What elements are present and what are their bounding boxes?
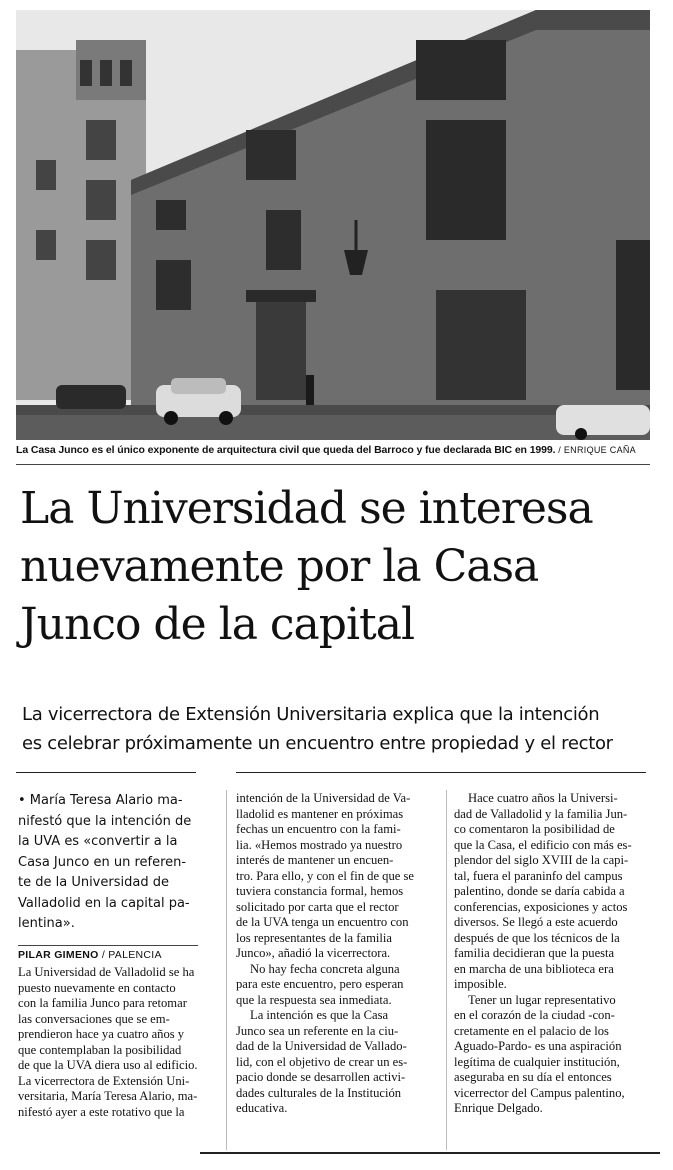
body-line: No hay fecha concreta alguna bbox=[250, 961, 400, 976]
subtitle-line: La vicerrectora de Extensión Universitaria explica que la intención bbox=[22, 704, 600, 725]
body-line: tro. Para ello, y con el fin de que se bbox=[236, 868, 415, 883]
subtitle bbox=[22, 700, 662, 758]
body-line: dad de Valladolid y la familia Jun- bbox=[454, 806, 628, 821]
column-divider-right bbox=[236, 772, 646, 773]
byline-author: PILAR GIMENO bbox=[18, 948, 99, 961]
headline-line: La Universidad se interesa bbox=[20, 483, 593, 534]
lead-paragraph bbox=[18, 791, 218, 935]
lead-line: nifestó que la intención de bbox=[18, 813, 192, 829]
body-line: tal, fuera el paraninfo del campus bbox=[454, 868, 623, 883]
byline bbox=[18, 945, 198, 964]
body-line: interés de mantener un encuen- bbox=[236, 853, 394, 867]
body-line: Junco sea un referente en la ciu- bbox=[236, 1023, 399, 1038]
body-line: co comentaron la posibilidad de bbox=[454, 822, 615, 836]
body-line: solicitado por carta que el rector bbox=[236, 899, 399, 914]
caption-divider bbox=[16, 464, 650, 465]
lead-line: te de la Universidad de bbox=[18, 875, 169, 890]
body-line: que la respuesta sea inmediata. bbox=[236, 992, 392, 1007]
body-line: versitaria, María Teresa Alario, ma- bbox=[18, 1089, 198, 1103]
body-line: aseguraba en su día el entonces bbox=[454, 1070, 612, 1084]
body-line: cretamente en el palacio de los bbox=[454, 1023, 609, 1038]
body-line: pacio donde se desarrollen activi- bbox=[236, 1070, 406, 1084]
body-line: que la Casa, el edificio con más es- bbox=[454, 837, 632, 852]
body-line: La intención es que la Casa bbox=[250, 1008, 389, 1022]
photo-caption bbox=[16, 444, 656, 456]
body-line: puesto nuevamente en contacto bbox=[18, 980, 176, 995]
body-line: Tener un lugar representativo bbox=[468, 992, 616, 1007]
body-line: La Universidad de Valladolid se ha bbox=[18, 965, 195, 979]
article-column-1 bbox=[18, 791, 218, 1120]
body-line: que contemplaban la posibilidad bbox=[18, 1042, 182, 1057]
article-photo bbox=[16, 10, 650, 440]
body-line: lladolid es mantener en próximas bbox=[236, 806, 404, 821]
bottom-rule bbox=[200, 1152, 660, 1154]
lead-line: lentina». bbox=[18, 916, 75, 931]
photo-credit: / ENRIQUE CAÑA bbox=[555, 445, 636, 455]
body-line: dades culturales de la Institución bbox=[236, 1085, 402, 1100]
body-line: en el corazón de la ciudad -con- bbox=[454, 1008, 615, 1022]
body-line: en marcha de una biblioteca era bbox=[454, 961, 614, 976]
column-separator bbox=[446, 790, 447, 1150]
headline-line: Junco de la capital bbox=[20, 599, 415, 650]
body-line: nifestó ayer a este rotativo que la bbox=[18, 1104, 185, 1119]
body-line: con la familia Junco para retomar bbox=[18, 996, 187, 1010]
headline-line: nuevamente por la Casa bbox=[20, 541, 539, 592]
body-line: prendieron hace ya cuatro años y bbox=[18, 1027, 185, 1041]
body-line: dad de la Universidad de Vallado- bbox=[236, 1039, 407, 1053]
body-line: Hace cuatro años la Universi- bbox=[468, 791, 618, 805]
body-line: tuviera constancia formal, hemos bbox=[236, 884, 404, 898]
body-line: conferencias, exposiciones y actos bbox=[454, 899, 628, 914]
subtitle-line: es celebrar próximamente un encuentro entre propiedad y el rector bbox=[22, 733, 613, 754]
body-line: educativa. bbox=[236, 1101, 288, 1115]
headline bbox=[20, 480, 660, 654]
body-line: los representantes de la familia bbox=[236, 930, 392, 945]
body-line: legítima de cualquier institución, bbox=[454, 1054, 620, 1069]
column-divider-left bbox=[16, 772, 196, 773]
body-line: de la UVA tenga un encuentro con bbox=[236, 915, 409, 929]
body-line: imposible. bbox=[454, 977, 507, 991]
body-line: Enrique Delgado. bbox=[454, 1101, 543, 1115]
byline-place: / PALENCIA bbox=[98, 948, 162, 961]
body-line: de que la UVA diera uso al edificio. bbox=[18, 1058, 198, 1072]
building-photo-icon bbox=[16, 10, 650, 440]
column-separator bbox=[226, 790, 227, 1150]
lead-line: la UVA es «convertir a la bbox=[18, 834, 178, 849]
body-line: fechas un encuentro con la fami- bbox=[236, 822, 401, 836]
body-line: después de que los técnicos de la bbox=[454, 930, 620, 945]
body-line: Junco», añadió la vicerrectora. bbox=[236, 946, 391, 960]
article-column-3 bbox=[454, 791, 654, 1117]
body-line: familia decidieran que la puesta bbox=[454, 946, 615, 960]
body-line: para este encuentro, pero esperan bbox=[236, 977, 404, 991]
lead-line: • María Teresa Alario ma- bbox=[18, 793, 183, 808]
body-line: las conversaciones que se em- bbox=[18, 1011, 170, 1026]
article-column-2 bbox=[236, 791, 436, 1117]
caption-text: La Casa Junco es el único exponente de arquitectura civil que queda del Barroco y fue declarada BIC en 1999. bbox=[16, 444, 556, 456]
body-line: lid, con el objetivo de crear un es- bbox=[236, 1054, 408, 1069]
lead-line: Casa Junco en un referen- bbox=[18, 854, 187, 870]
body-line: La vicerrectora de Extensión Uni- bbox=[18, 1073, 190, 1088]
body-line: palentino, donde se daría cabida a bbox=[454, 884, 625, 898]
body-line: diversos. Se llegó a este acuerdo bbox=[454, 915, 618, 929]
body-line: intención de la Universidad de Va- bbox=[236, 791, 411, 805]
body-line: lia. «Hemos mostrado ya nuestro bbox=[236, 837, 403, 852]
body-line: plendor del siglo XVIII de la capi- bbox=[454, 853, 629, 867]
lead-line: Valladolid en la capital pa- bbox=[18, 895, 190, 911]
body-line: vicerrector del Campus palentino, bbox=[454, 1085, 625, 1100]
body-line: Aguado-Pardo- es una aspiración bbox=[454, 1039, 622, 1053]
